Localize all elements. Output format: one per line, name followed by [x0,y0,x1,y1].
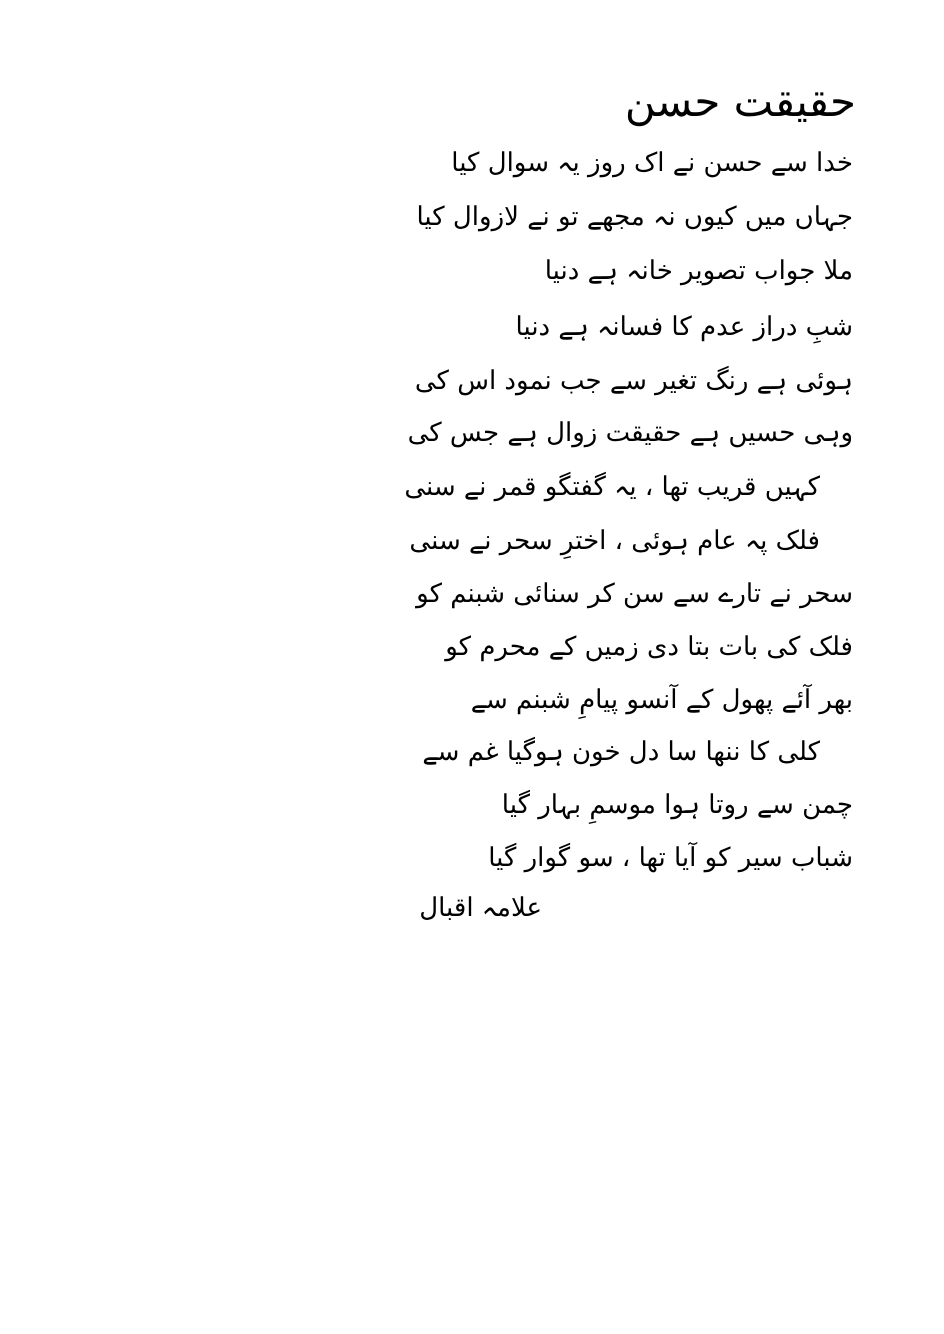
verse-line: ملا جواب تصویر خانہ ہے دنیا [544,256,853,286]
author-signature: علامہ اقبال [419,893,542,923]
verse-line: فلک پہ عام ہوئی ، اخترِ سحر نے سنی [409,526,820,556]
verse-line: شبِ دراز عدم کا فسانہ ہے دنیا [515,312,853,342]
verse-line: ہوئی ہے رنگ تغیر سے جب نمود اس کی [414,366,853,396]
verse-line: وہی حسیں ہے حقیقت زوال ہے جس کی [407,418,853,448]
verse-line: بھر آئے پھول کے آنسو پیامِ شبنم سے [470,685,853,715]
poem-title: حقیقت حسن [624,77,856,126]
verse-line: فلک کی بات بتا دی زمیں کے محرم کو [445,632,853,662]
verse-line: خدا سے حسن نے اک روز یہ سوال کیا [451,148,853,178]
verse-line: شباب سیر کو آیا تھا ، سو گوار گیا [488,843,853,873]
verse-line: کلی کا ننھا سا دل خون ہوگیا غم سے [422,737,820,767]
verse-line: سحر نے تارے سے سن کر سنائی شبنم کو [416,579,853,609]
verse-line: چمن سے روتا ہوا موسمِ بہار گیا [501,790,853,820]
verse-line: کہیں قریب تھا ، یہ گفتگو قمر نے سنی [404,472,820,502]
verse-line: جہاں میں کیوں نہ مجھے تو نے لازوال کیا [416,202,853,232]
